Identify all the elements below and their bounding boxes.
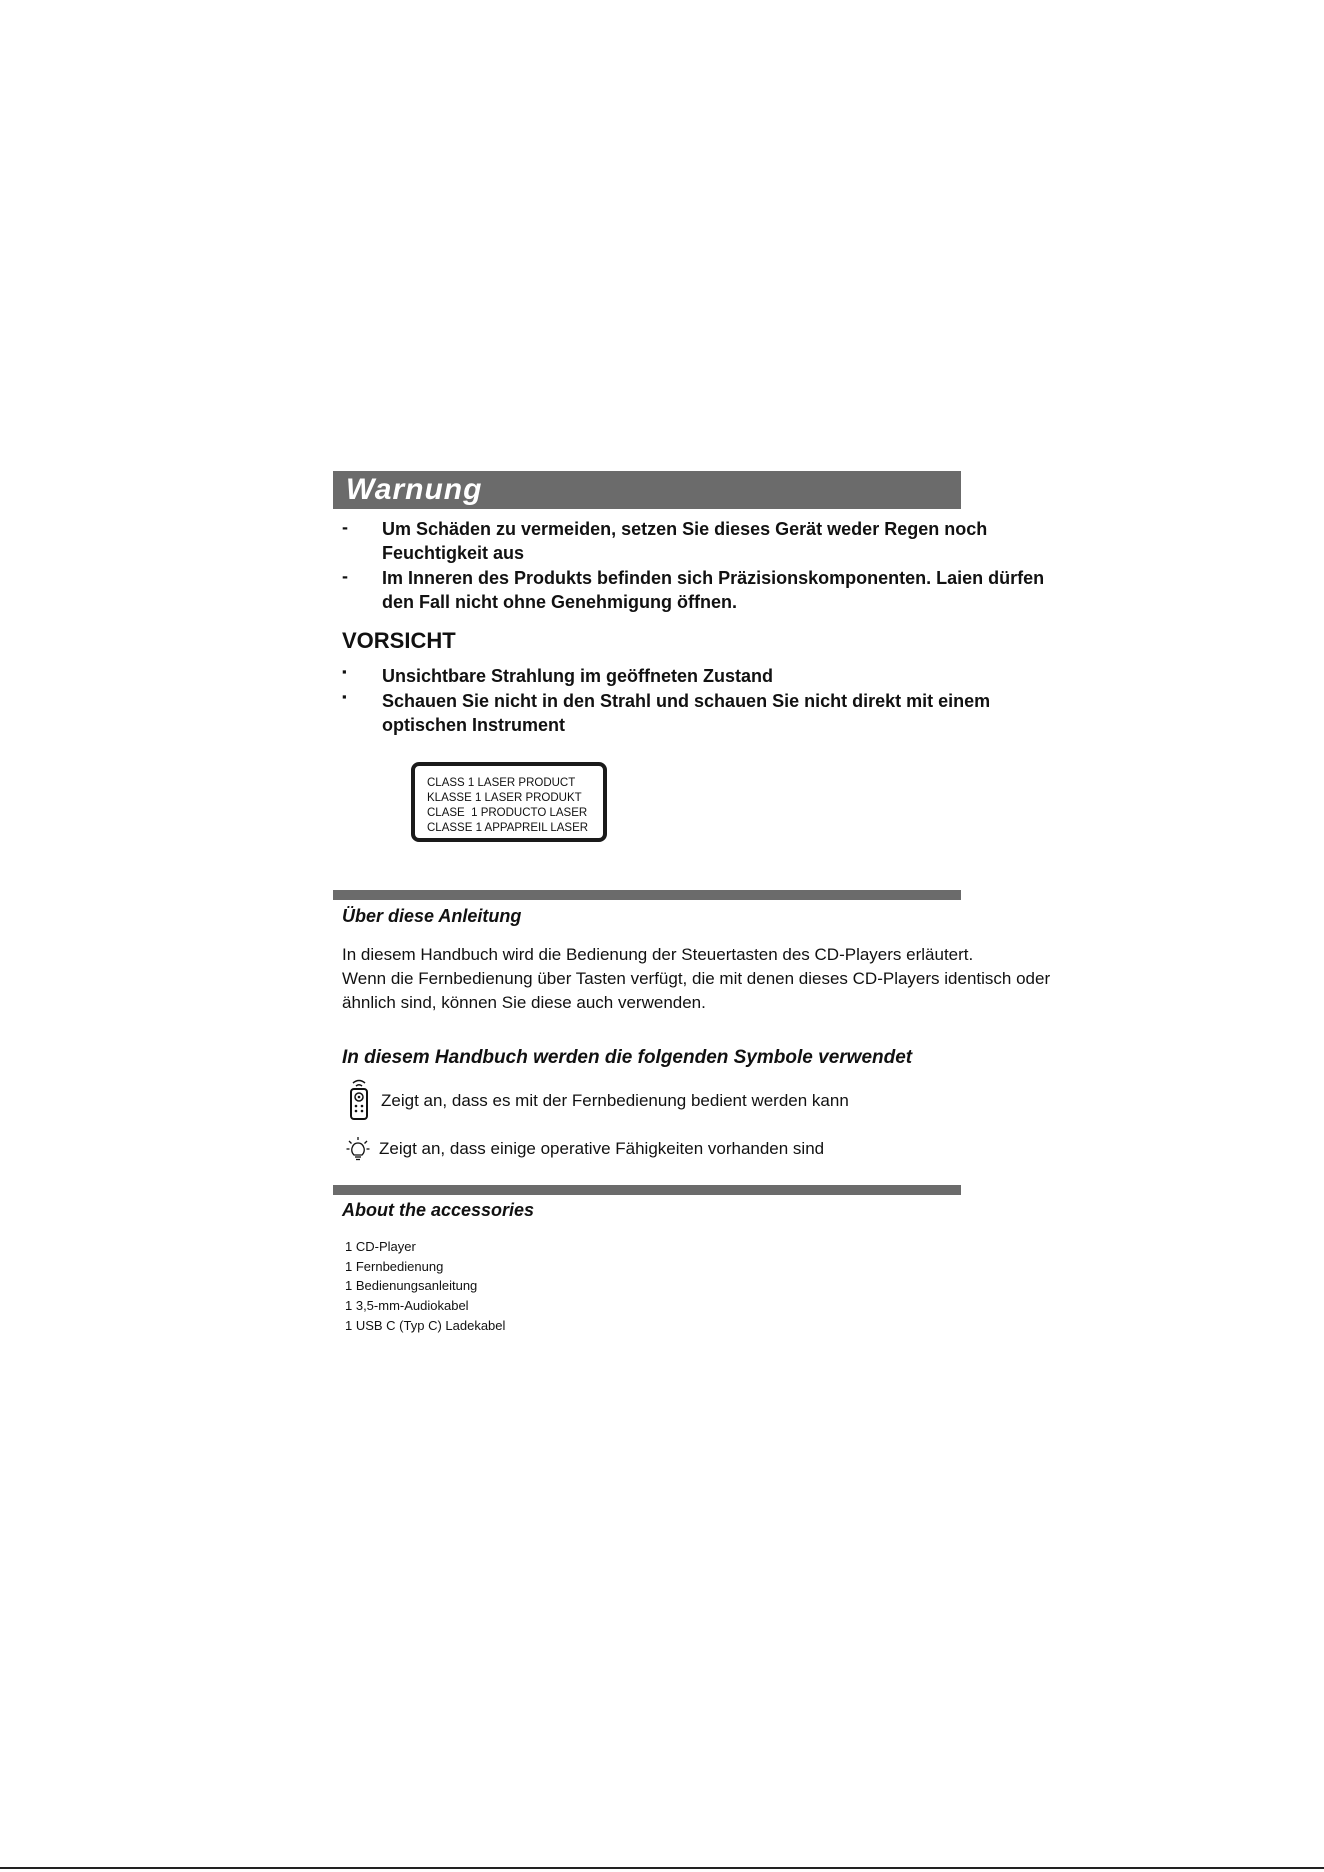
accessory-item: 1 Bedienungsanleitung — [345, 1278, 478, 1293]
laser-label-line-2: KLASSE 1 LASER PRODUKT — [427, 792, 582, 804]
caution-item-1-line-1: Unsichtbare Strahlung im geöffneten Zustand — [382, 666, 774, 686]
accessory-item: 1 CD-Player — [345, 1239, 416, 1254]
symbol-bulb-text: Zeigt an, dass einige operative Fähigkeiten vorhanden sind — [379, 1139, 825, 1158]
warning-item-1-line-2: Feuchtigkeit aus — [382, 543, 525, 563]
accessories-divider — [333, 1185, 961, 1195]
caution-item-2 — [382, 689, 990, 737]
about-manual-line-3: ähnlich sind, können Sie diese auch verwenden. — [342, 993, 706, 1012]
accessories-heading: About the accessories — [342, 1200, 535, 1220]
warning-item-2-line-2: den Fall nicht ohne Genehmigung öffnen. — [382, 592, 737, 612]
warning-bullet-2: - — [342, 566, 348, 586]
caution-item-2-line-1: Schauen Sie nicht in den Strahl und schauen Sie nicht direkt mit einem — [382, 691, 991, 711]
accessory-item: 1 Fernbedienung — [345, 1259, 444, 1274]
symbols-heading: In diesem Handbuch werden die folgenden Symbole verwendet — [342, 1047, 913, 1068]
caution-bullet-1: ▪ — [342, 664, 347, 679]
laser-label-line-1: CLASS 1 LASER PRODUCT — [427, 777, 576, 789]
accessory-item: 1 USB C (Typ C) Ladekabel — [345, 1318, 506, 1333]
about-manual-line-2: Wenn die Fernbedienung über Tasten verfügt, die mit denen dieses CD-Players identisch oder — [342, 969, 1051, 988]
symbol-remote-text: Zeigt an, dass es mit der Fernbedienung bedient werden kann — [381, 1091, 849, 1110]
caution-bullet-2: ▪ — [342, 689, 347, 704]
warning-item-1 — [382, 517, 987, 565]
warning-item-1-line-1: Um Schäden zu vermeiden, setzen Sie dieses Gerät weder Regen noch — [382, 519, 988, 539]
laser-label-line-3: CLASE 1 PRODUCTO LASER — [427, 807, 588, 819]
accessory-item: 1 3,5-mm-Audiokabel — [345, 1298, 469, 1313]
page-bottom-rule — [0, 1867, 1324, 1869]
light-bulb-icon — [346, 1136, 370, 1162]
about-manual-heading: Über diese Anleitung — [342, 906, 522, 926]
laser-product-label — [411, 762, 607, 842]
caution-item-2-line-2: optischen Instrument — [382, 715, 566, 735]
warning-item-2 — [382, 566, 1044, 614]
warning-item-2-line-1: Im Inneren des Produkts befinden sich Präzisionskomponenten. Laien dürfen — [382, 568, 1045, 588]
remote-control-icon — [348, 1078, 370, 1120]
caution-item-1 — [382, 664, 773, 688]
caution-heading: VORSICHT — [342, 628, 456, 653]
about-manual-line-1: In diesem Handbuch wird die Bedienung der Steuertasten des CD-Players erläutert. — [342, 945, 974, 964]
about-manual-divider — [333, 890, 961, 900]
warning-bullet-1: - — [342, 517, 348, 537]
laser-label-line-4: CLASSE 1 APPAPREIL LASER — [427, 822, 589, 834]
warning-title: Warnung — [346, 473, 483, 506]
